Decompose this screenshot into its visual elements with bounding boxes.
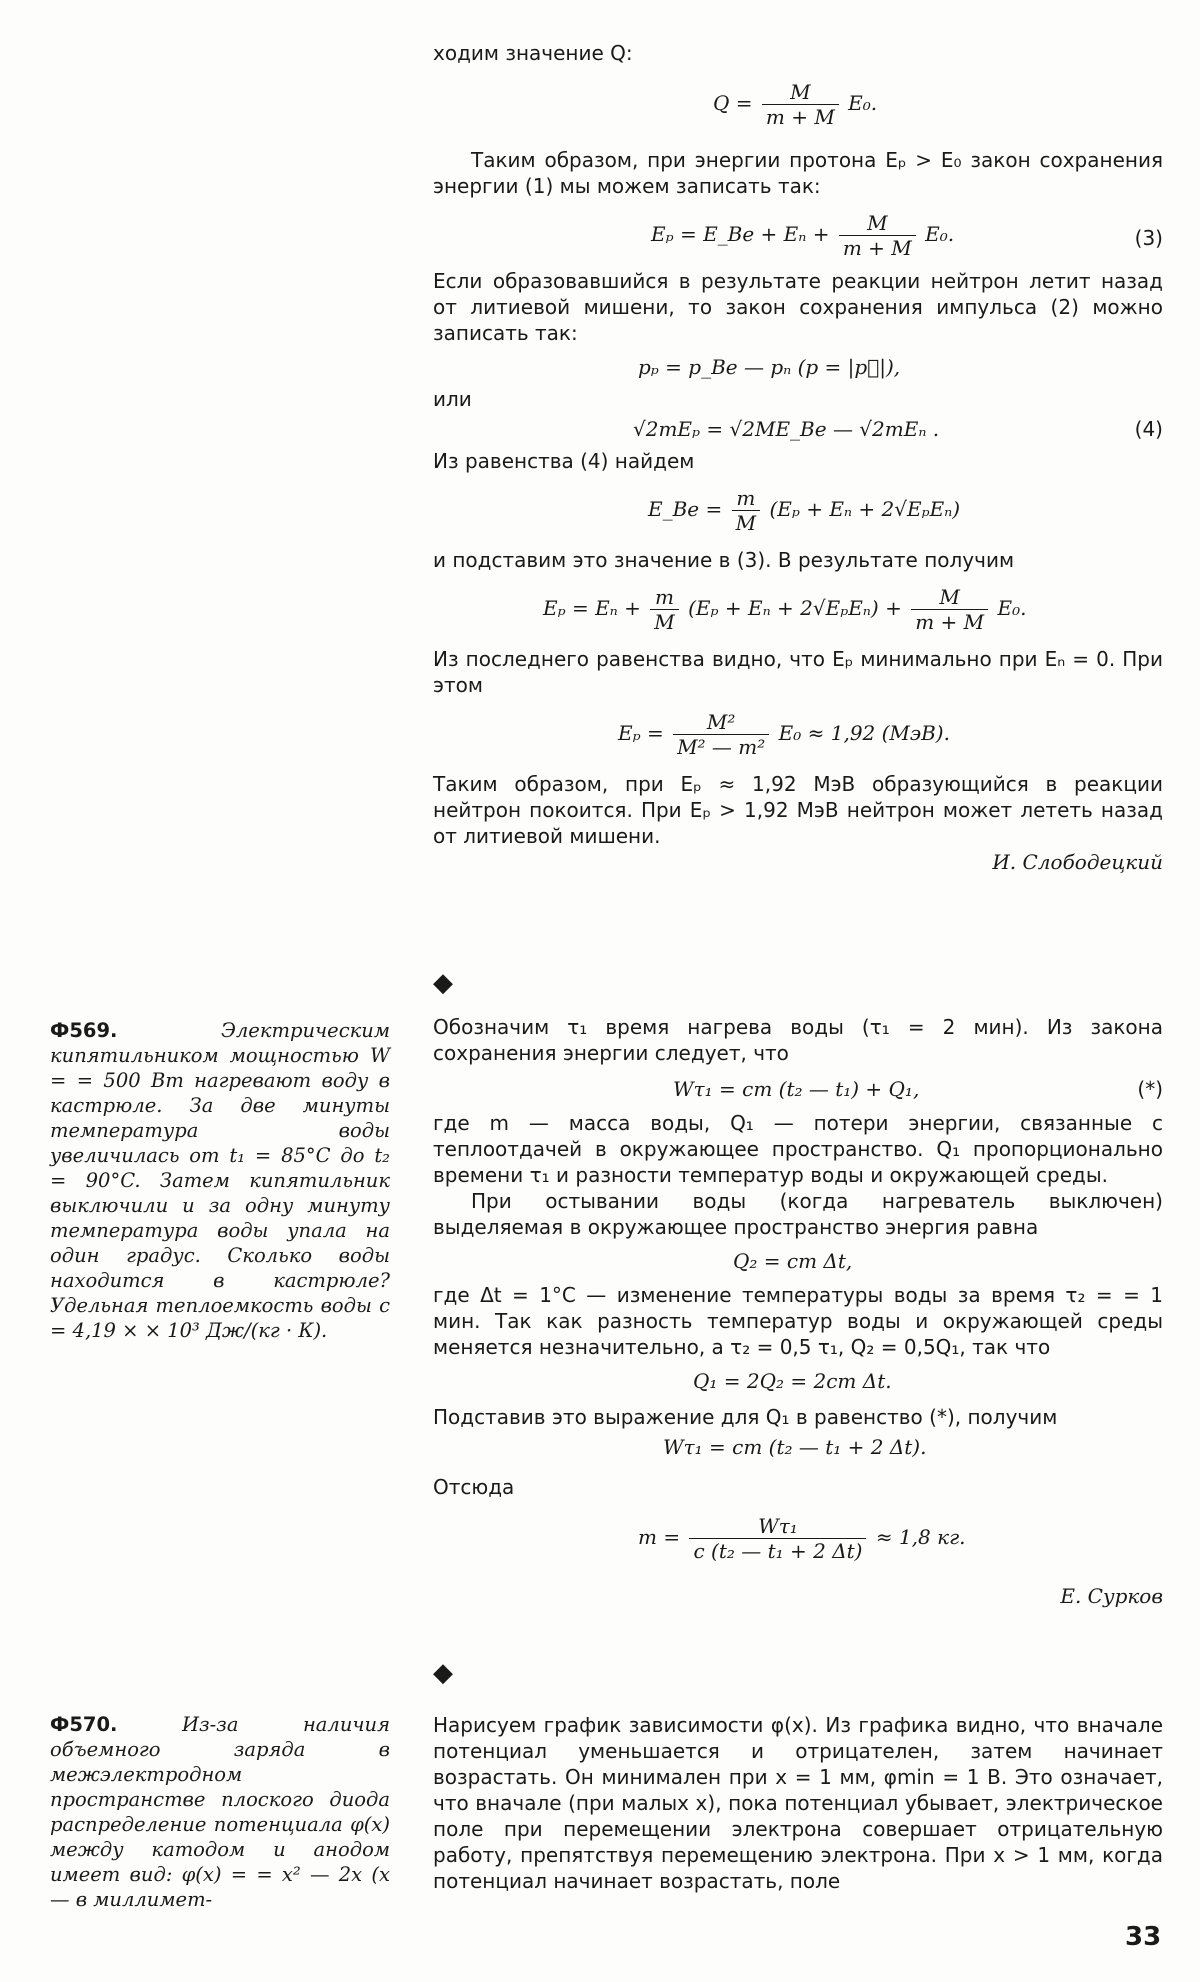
paragraph: Обозначим τ₁ время нагрева воды (τ₁ = 2 мин). Из закона сохранения энергии следует, что xyxy=(433,1015,1163,1065)
equation-momentum: pₚ = p_Be — pₙ (p = |p⃗|), xyxy=(638,355,901,379)
page-number: 33 xyxy=(1125,1922,1162,1952)
signature: И. Слободецкий xyxy=(992,850,1163,874)
equation-number: (*) xyxy=(1137,1077,1163,1101)
intro-text: ходим значение Q: xyxy=(433,41,633,65)
or-text: или xyxy=(433,387,472,411)
equation-q1: Q₁ = 2Q₂ = 2cm Δt. xyxy=(693,1369,892,1393)
equation-w: Wτ₁ = cm (t₂ — t₁ + 2 Δt). xyxy=(663,1435,927,1459)
solution-f570 xyxy=(433,1712,1163,1894)
paragraph: Таким образом, при Eₚ ≈ 1,92 МэВ образующийся в реакции нейтрон покоится. При Eₚ > 1,92 МэВ нейтрон может лететь назад от литиевой мишени. xyxy=(433,772,1163,848)
diamond-icon: ◆ xyxy=(433,1658,453,1688)
equation-5: Eₚ = Eₙ + $\frac{m}{M}$ (Eₚ + Eₙ + 2√EₚEₙ) + $\frac{M}{m + M}$ E₀. xyxy=(543,585,1027,634)
paragraph: где Δt = 1°C — изменение температуры воды за время τ₂ = = 1 мин. Так как разность температур воды и окружающей среды меняется незначительно, а τ₂ = 0,5 τ₁, Q₂ = 0,5Q₁, так что xyxy=(433,1283,1163,1359)
paragraph: Подставив это выражение для Q₁ в равенство (*), получим xyxy=(433,1405,1058,1429)
paragraph: При остывании воды (когда нагреватель выключен) выделяемая в окружающее пространство энергия равна xyxy=(433,1189,1163,1239)
equation-3: Eₚ = E_Be + Eₙ + $\frac{M}{m + M}$ E₀. (3) xyxy=(651,211,1163,260)
problem-text: Электрическим кипятильником мощностью W = = 500 Вт нагревают воду в кастрюле. За две минуты температура воды увеличилась от t₁ = 85°C до t₂ = 90°C. Затем кипятильник выключили и за одну минуту температура воды упала на один градус. Сколько воды находится в кастрюле? Удельная теплоемкость воды c = 4,19 × × 10³ Дж/(кг · К). xyxy=(50,1019,390,1342)
paragraph: где m — масса воды, Q₁ — потери энергии, связанные с теплоотдачей в окружающее пространство. Q₁ пропорционально времени τ₁ и разности температур воды и окружающей среды. xyxy=(433,1111,1163,1187)
equation-star: Wτ₁ = cm (t₂ — t₁) + Q₁, (*) xyxy=(673,1077,1163,1101)
signature: Е. Сурков xyxy=(1060,1584,1163,1608)
equation-6: Eₚ = $\frac{\text{M²}}{\text{M² — m²}}$ E₀ ≈ 1,92 (МэВ). xyxy=(618,710,950,759)
paragraph: Если образовавшийся в результате реакции нейтрон летит назад от литиевой мишени, то закон сохранения импульса (2) можно записать так: xyxy=(433,269,1163,345)
equation-m: m = $\frac{\text{Wτ₁}}{\text{c (t₂ — t₁ + 2 Δt)}}$ ≈ 1,8 кг. xyxy=(638,1514,966,1563)
equation-number: (3) xyxy=(1134,226,1163,250)
paragraph: Из последнего равенства видно, что Eₚ минимально при Eₙ = 0. При этом xyxy=(433,647,1163,697)
paragraph: Из равенства (4) найдем xyxy=(433,449,695,473)
paragraph: Отсюда xyxy=(433,1475,515,1499)
fraction: $\frac{M}{m + M}$ xyxy=(762,80,839,129)
paragraph: Таким образом, при энергии протона Eₚ > E₀ закон сохранения энергии (1) мы можем записать так: xyxy=(433,148,1163,198)
paragraph: и подставим это значение в (3). В результате получим xyxy=(433,548,1015,572)
equation-be: E_Be = $\frac{m}{M}$ (Eₚ + Eₙ + 2√EₚEₙ) xyxy=(648,486,961,535)
equation-q: Q = $\frac{M}{m + M}$ E₀. xyxy=(713,80,878,129)
equation-q2: Q₂ = cm Δt, xyxy=(733,1249,853,1273)
solution-f569 xyxy=(433,1014,1163,1609)
problem-f570 xyxy=(50,1712,390,1912)
top-solution xyxy=(433,40,1163,875)
equation-number: (4) xyxy=(1134,417,1163,441)
problem-label: Ф569. xyxy=(50,1019,118,1042)
problem-label: Ф570. xyxy=(50,1713,118,1736)
problem-text: Из-за наличия объемного заряда в межэлектродном пространстве плоского диода распределение потенциала φ(x) между катодом и анодом имеет вид: φ(x) = = x² — 2x (x — в миллимет- xyxy=(50,1713,390,1911)
equation-4: √2mEₚ = √2ME_Be — √2mEₙ . (4) xyxy=(633,417,1163,441)
diamond-icon: ◆ xyxy=(433,968,453,998)
paragraph: Нарисуем график зависимости φ(x). Из графика видно, что вначале потенциал уменьшается и отрицателен, затем начинает возрастать. Он минимален при x = 1 мм, φmin = 1 В. Это означает, что вначале (при малых x), пока потенциал убывает, электрическое поле при перемещении электрона совершает отрицательную работу, препятствуя перемещению электрона. При x > 1 мм, когда потенциал начинает возрастать, поле xyxy=(433,1713,1163,1893)
problem-f569 xyxy=(50,1018,390,1343)
